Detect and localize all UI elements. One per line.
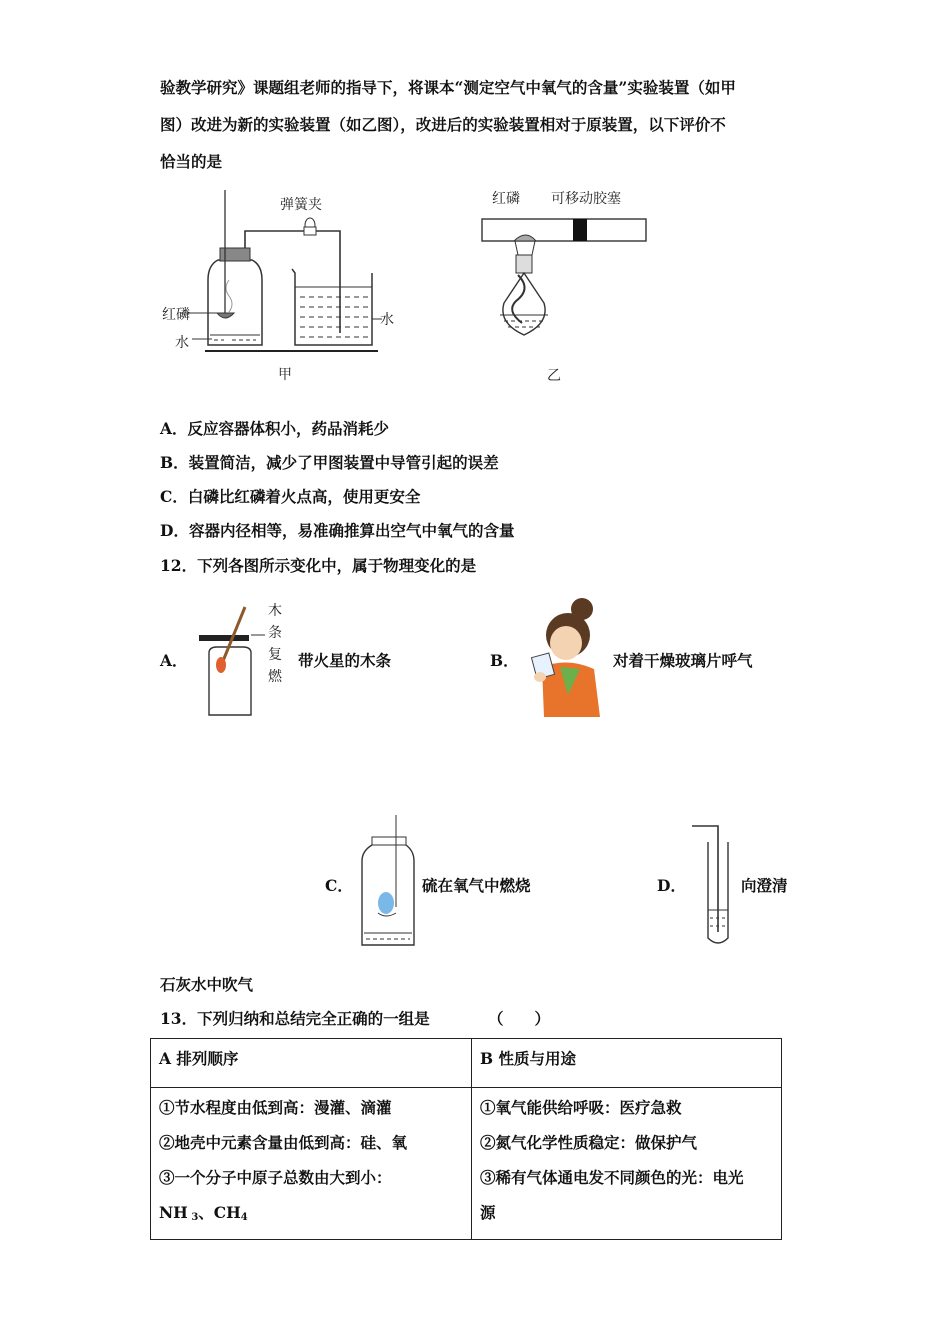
q11-option-a: A．反应容器体积小，药品消耗少 [160, 419, 390, 438]
yi-caption: 乙 [547, 368, 561, 384]
q12-a-letter: A． [160, 651, 188, 670]
label-char-4: 燃 [268, 669, 282, 685]
q12-d-text: 向澄清 [741, 876, 788, 895]
figure-yi-apparatus [470, 205, 660, 355]
q12-b-text: 对着干燥玻璃片呼气 [613, 651, 753, 670]
q13-answer-paren: （ ） [488, 1009, 551, 1028]
q13-b-line4: 源 [480, 1203, 496, 1222]
jia-caption: 甲 [278, 367, 292, 383]
q13-a-line4: NH $_3$、$CH_4$ [159, 1203, 248, 1223]
q12-stem: 12．下列各图所示变化中，属于物理变化的是 [160, 556, 477, 575]
jia-water-label-right: 水 [380, 312, 394, 328]
yi-stopper-label: 可移动胶塞 [551, 191, 621, 207]
q13-stem: 13．下列归纳和总结完全正确的一组是 [160, 1009, 430, 1028]
q13-b-line3: ③稀有气体通电发不同颜色的光：电光 [480, 1168, 744, 1187]
label-char-3: 复 [268, 647, 282, 663]
q13-a-line1: ①节水程度由低到高：漫灌、滴灌 [159, 1098, 392, 1117]
q12-a-text: 带火星的木条 [298, 651, 392, 670]
q11-option-d: D．容器内径相等，易准确推算出空气中氧气的含量 [160, 521, 515, 540]
q12-d-test-tube-figure [690, 820, 735, 950]
q13-b-line2: ②氮气化学性质稳定：做保护气 [480, 1133, 698, 1152]
yi-phosphorus-label: 红磷 [492, 191, 520, 207]
q12-c-text: 硫在氧气中燃烧 [422, 876, 531, 895]
jia-clip-label: 弹簧夹 [280, 197, 322, 213]
q13-header-a: A 排列顺序 [151, 1039, 472, 1088]
q12-d-letter: D． [657, 876, 686, 895]
q12-b-letter: B． [490, 651, 519, 670]
q13-b-line1: ①氧气能供给呼吸：医疗急救 [480, 1098, 682, 1117]
jia-phosphorus-label: 红磷 [162, 307, 190, 323]
label-char-1: 木 [268, 603, 282, 619]
q12-b-girl-figure [520, 595, 615, 720]
q12-d-text-continued: 石灰水中吹气 [160, 975, 254, 994]
label-char-2: 条 [268, 625, 282, 641]
q12-c-figure [358, 815, 418, 950]
q12-c-letter: C． [325, 876, 353, 895]
q11-option-b: B．装置简洁，减少了甲图装置中导管引起的误差 [160, 453, 499, 472]
jia-water-label-left: 水 [175, 335, 189, 351]
q13-a-line3: ③一个分子中原子总数由大到小： [159, 1168, 392, 1187]
q13-header-b: B 性质与用途 [472, 1039, 782, 1088]
q13-cell-a [151, 1088, 472, 1240]
q13-table [150, 1038, 782, 1240]
q11-option-c: C．白磷比红磷着火点高，使用更安全 [160, 487, 421, 506]
q11-intro-line2: 图）改进为新的实验装置（如乙图），改进后的实验装置相对于原装置，以下评价不 [160, 115, 726, 134]
q13-a-line2: ②地壳中元素含量由低到高：硅、氧 [159, 1133, 408, 1152]
q11-intro-line3: 恰当的是 [160, 152, 223, 171]
q11-intro-line1: 验教学研究》课题组老师的指导下，将课本“测定空气中氧气的含量”实验装置（如甲 [160, 78, 736, 97]
q13-cell-b [472, 1088, 782, 1240]
q12-a-fig-label [268, 600, 282, 688]
